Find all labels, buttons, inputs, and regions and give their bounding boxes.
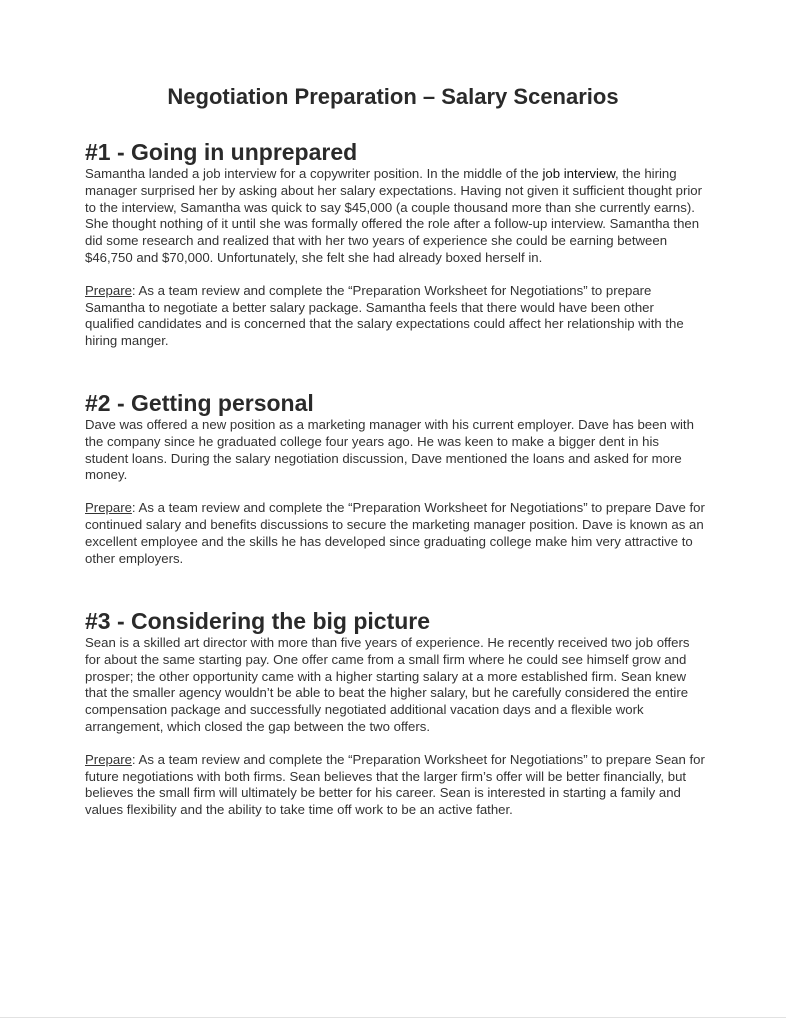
- scenario-3-prepare-label: Prepare: [85, 751, 132, 767]
- scenario-1-prepare-label: Prepare: [85, 282, 132, 298]
- scenario-1-heading: #1 - Going in unprepared: [85, 139, 358, 165]
- job-interview-keyword: job interview: [542, 166, 616, 181]
- document-title: Negotiation Preparation – Salary Scenarios: [167, 84, 619, 109]
- scenario-3-heading: #3 - Considering the big picture: [85, 608, 431, 634]
- scenario-1-story: [85, 166, 705, 267]
- scenario-2-heading: #2 - Getting personal: [85, 390, 314, 416]
- scenario-1-prepare: [85, 283, 705, 350]
- scenario-2-prepare-label: Prepare: [85, 500, 132, 516]
- scenario-3-story: Sean is a skilled art director with more than five years of experience. He recently received two job offers for about the same starting pay. One offer came from a small firm where he could see himself grow and prosper; the other opportunity came with a higher starting salary at a more established firm. Sean knew that the smaller agency wouldn’t be able to beat the higher salary, but he carefully considered the entire compensation package and successfully negotiated additional vacation days and a flexible work arrangement, which closed the gap between the two offers.: [85, 635, 690, 734]
- scenario-3-prepare-text: : As a team review and complete the “Preparation Worksheet for Negotiations” to prepare Sean for future negotiations with both firms. Sean believes that the larger firm’s offer will be better financially, but believes the small firm will ultimately be better for his career. Sean is interested in starting a family and values flexibility and the ability to take time off work to be an active father.: [85, 751, 705, 818]
- scenario-2-story: Dave was offered a new position as a marketing manager with his current employer. Dave has been with the company since he graduated college four years ago. He was keen to make a bigger dent in his student loans. During the salary negotiation discussion, Dave mentioned the loans and asked for more money.: [85, 417, 694, 483]
- scenario-1-story-end: , the hiring manager surprised her by asking about her salary expectations. Having not given it sufficient thought prior to the interview, Samantha was quick to say $45,000 (a couple thousand more than she currently earns). She thought nothing of it until she was formally offered the role after a follow-up interview. Samantha then did some research and realized that with her two years of experience she could be earning between $46,750 and $70,000. Unfortunately, she felt she had already boxed herself in.: [85, 166, 702, 265]
- page-bottom-edge: [0, 1017, 786, 1018]
- scenario-1-prepare-text: : As a team review and complete the “Preparation Worksheet for Negotiations” to prepare Samantha to negotiate a better salary package. Samantha feels that there would have been other qualified candidates and is concerned that the salary expectations could affect her relationship with the hiring manger.: [85, 282, 684, 349]
- scenario-2-prepare-text: : As a team review and complete the “Preparation Worksheet for Negotiations” to prepare Dave for continued salary and benefits discussions to secure the marketing manager position. Dave is known as an excellent employee and the skills he has developed since graduating college make him very attractive to other employers.: [85, 500, 705, 566]
- scenario-1-section: [85, 138, 705, 350]
- scenario-3-prepare: [85, 752, 705, 819]
- scenario-2-prepare: [85, 500, 705, 567]
- scenario-1-story-start: Samantha landed a job interview for a copywriter position. In the middle of the: [85, 166, 543, 181]
- scenario-2-section: [85, 389, 705, 567]
- scenario-3-section: [85, 607, 705, 819]
